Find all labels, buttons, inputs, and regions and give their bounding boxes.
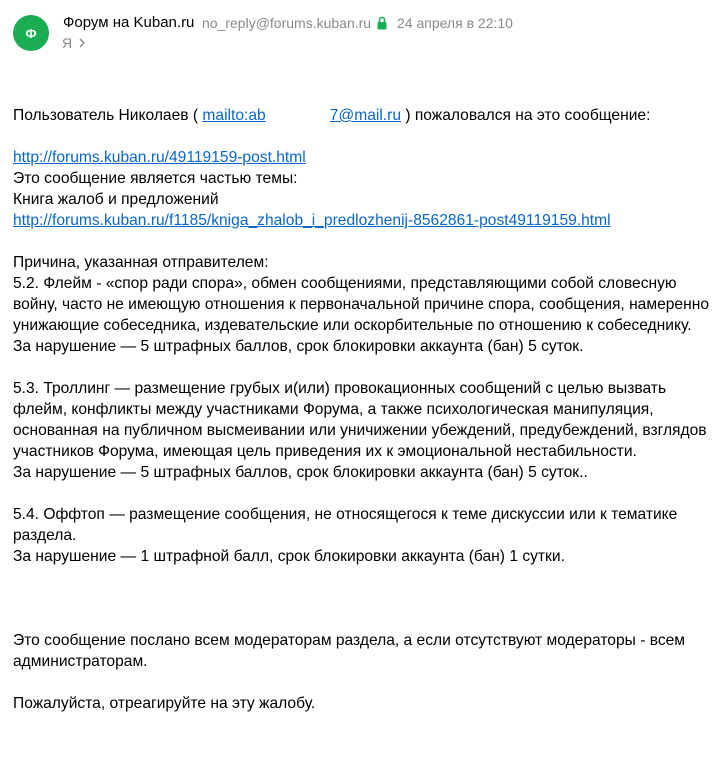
reason-heading: Причина, указанная отправителем: xyxy=(13,254,269,271)
recipient-label: Я xyxy=(62,35,73,51)
topic-intro: Это сообщение является частью темы: xyxy=(13,170,298,187)
rule-trolling: 5.3. Троллинг — размещение грубых и(или) провокационных сообщений с целью вызвать флейм, конфликты между участниками Форума, а также психологическая манипуляция, основанная на публичном высмеивании или уничижении убеждений, предубеждений, взглядов участников Форума, имеющая цель приведения их к эмоциональной нестабильности. xyxy=(13,380,707,460)
sender-email[interactable]: no_reply@forums.kuban.ru xyxy=(202,15,372,31)
footer-note: Это сообщение послано всем модераторам раздела, а если отсутствуют модераторы - всем администраторам. xyxy=(13,632,686,670)
topic-link[interactable]: http://forums.kuban.ru/f1185/kniga_zhalob_i_predlozhenij-8562861-post49119159.html xyxy=(13,212,611,229)
email-link-part2: 7@mail.ru xyxy=(329,107,401,124)
intro-text: Пользователь Николаев ( xyxy=(13,107,203,124)
sender-name[interactable]: Форум на Kuban.ru xyxy=(63,14,195,31)
rule-flame: 5.2. Флейм - «спор ради спора», обмен сообщениями, представляющими собой словесную войну, часто не имеющую отношения к первоначальной причине спора, сообщения, намеренно унижающие собеседника, издевательские или оскорбительные по отношению к собеседнику. xyxy=(13,275,709,334)
message-body xyxy=(13,105,709,714)
recipient-toggle[interactable] xyxy=(62,35,86,51)
message-header xyxy=(0,0,715,60)
topic-name: Книга жалоб и предложений xyxy=(13,191,219,208)
sender-avatar[interactable]: Ф xyxy=(13,15,49,51)
rule-flame-penalty: За нарушение — 5 штрафных баллов, срок блокировки аккаунта (бан) 5 суток. xyxy=(13,338,584,355)
email-link-part1: mailto:ab xyxy=(202,107,266,124)
chevron-right-icon xyxy=(78,38,86,48)
rule-offtop-penalty: За нарушение — 1 штрафной балл, срок блокировки аккаунта (бан) 1 сутки. xyxy=(13,548,565,565)
lock-icon xyxy=(377,16,387,30)
complaint-intro xyxy=(13,105,709,126)
reporter-email-link[interactable] xyxy=(202,107,401,124)
post-link[interactable]: http://forums.kuban.ru/49119159-post.html xyxy=(13,149,306,166)
rule-offtop: 5.4. Оффтоп — размещение сообщения, не относящегося к теме дискуссии или к тематике раздела. xyxy=(13,506,678,544)
closing-text: Пожалуйста, отреагируйте на эту жалобу. xyxy=(13,695,316,712)
rule-trolling-penalty: За нарушение — 5 штрафных баллов, срок блокировки аккаунта (бан) 5 суток.. xyxy=(13,464,588,481)
message-date: 24 апреля в 22:10 xyxy=(397,15,513,31)
intro-after-text: ) пожаловался на это сообщение: xyxy=(401,107,651,124)
